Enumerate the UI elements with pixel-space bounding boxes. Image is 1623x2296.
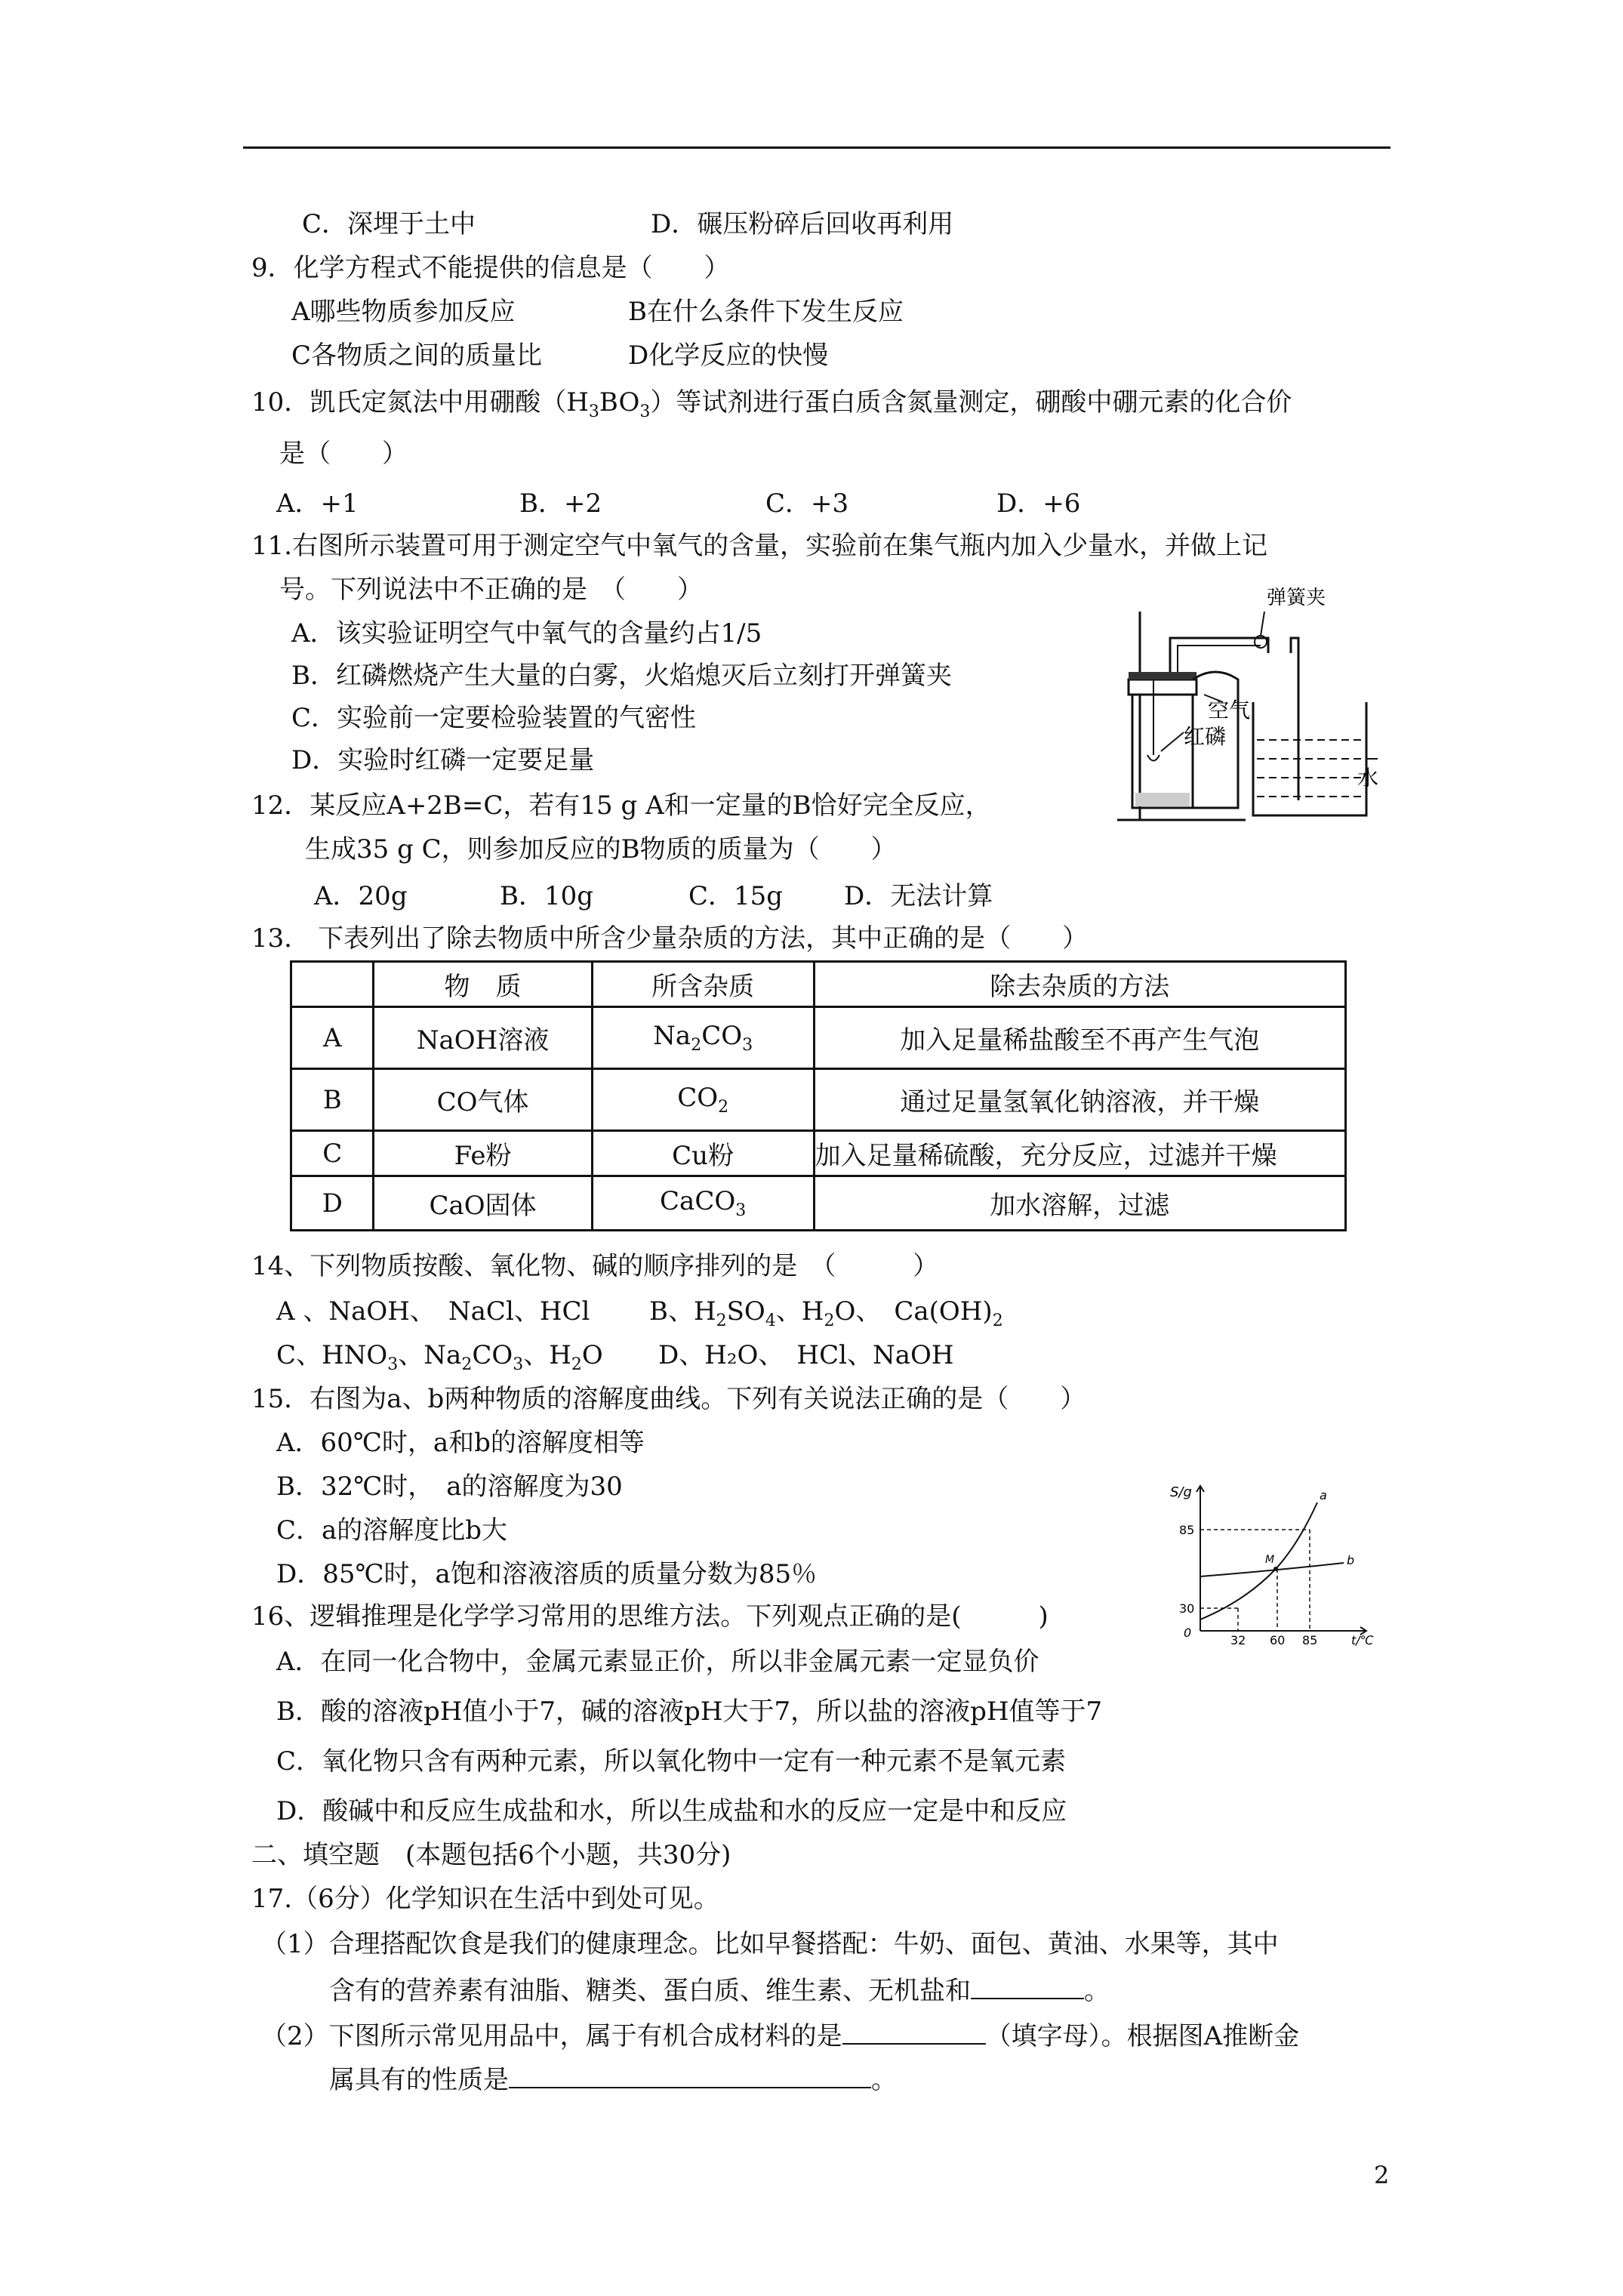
q14-option-a: A 、NaOH、 NaCl、HCl (276, 1296, 590, 1327)
q9-option-a: A哪些物质参加反应 (291, 297, 516, 327)
row-method: 加入足量稀硫酸，充分反应，过滤并干燥 (814, 1131, 1345, 1176)
header-cell-substance: 物 质 (374, 962, 592, 1007)
row-id: B (291, 1069, 374, 1131)
x-tick-60: 60 (1270, 1633, 1286, 1646)
q14-option-c: C、$HNO_3$、$Na_2CO_3$、$H_2O$ (276, 1340, 603, 1374)
q11-option-b: B．红磷燃烧产生大量的白雾，火焰熄灭后立刻打开弹簧夹 (291, 661, 952, 691)
table-row (291, 1176, 1346, 1231)
q17-part1-line2: 含有的营养素有油脂、糖类、蛋白质、维生素、无机盐和 。 (329, 1976, 1110, 2006)
header-rule (243, 146, 1390, 149)
q16-option-c: C．氧化物只含有两种元素，所以氧化物中一定有一种元素不是氧元素 (276, 1746, 1067, 1777)
label-air: 空气 (1208, 698, 1251, 723)
q11-option-c: C．实验前一定要检验装置的气密性 (291, 703, 697, 733)
q10-option-d: D．+6 (996, 488, 1081, 519)
q17-stem: 17.（6分）化学知识在生活中到处可见。 (251, 1884, 719, 1914)
row-method: 加水溶解，过滤 (814, 1176, 1345, 1231)
q9-option-d: D化学反应的快慢 (628, 341, 829, 371)
q14-option-d: D、H₂O、 HCl、NaOH (658, 1340, 954, 1370)
q14-stem: 14、下列物质按酸、氧化物、碱的顺序排列的是 （ ） (251, 1251, 939, 1281)
q13-stem: 13． 下表列出了除去物质中所含少量杂质的方法，其中正确的是（ ） (251, 923, 1089, 954)
q12-option-b: B．10g (500, 881, 594, 911)
x-tick-85: 85 (1302, 1633, 1318, 1646)
q8-option-d: D．碾压粉碎后回收再利用 (651, 209, 954, 239)
row-method: 通过足量氢氧化钠溶液，并干燥 (814, 1069, 1345, 1131)
header-cell-impurity: 所含杂质 (592, 962, 814, 1007)
row-substance: NaOH溶液 (374, 1007, 592, 1069)
x-axis-label: t/℃ (1351, 1633, 1374, 1646)
q9-option-c: C各物质之间的质量比 (291, 341, 543, 371)
q10-option-c: C．+3 (765, 488, 849, 519)
q12-option-a: A．20g (314, 881, 408, 911)
q17-part2-line2: 属具有的性质是 。 (329, 2065, 897, 2095)
q11-option-d: D．实验时红磷一定要足量 (291, 745, 595, 775)
q15-option-c: C．a的溶解度比b大 (276, 1515, 508, 1546)
row-id: C (291, 1131, 374, 1176)
row-substance: Fe粉 (374, 1131, 592, 1176)
q16-option-b: B．酸的溶液pH值小于7，碱的溶液pH大于7，所以盐的溶液pH值等于7 (276, 1697, 1103, 1727)
row-impurity: Cu粉 (592, 1131, 814, 1176)
y-tick-30: 30 (1179, 1601, 1195, 1616)
label-red-phosphorus: 红磷 (1184, 724, 1227, 749)
q8-option-c: C．深埋于土中 (302, 209, 476, 239)
q15-option-a: A．60℃时，a和b的溶解度相等 (276, 1428, 645, 1458)
q16-option-a: A．在同一化合物中，金属元素显正价，所以非金属元素一定显负价 (276, 1647, 1039, 1677)
point-m-label: M (1265, 1554, 1275, 1566)
answer-blank-material[interactable] (842, 2020, 986, 2045)
label-water: 水 (1357, 766, 1379, 791)
answer-blank-property[interactable] (509, 2064, 871, 2088)
header-cell-method: 除去杂质的方法 (814, 962, 1345, 1007)
q12-option-c: C．15g (688, 881, 784, 911)
table-row (291, 1069, 1346, 1131)
row-impurity: $Na_2CO_3$ (592, 1007, 814, 1069)
q16-option-d: D．酸碱中和反应生成盐和水，所以生成盐和水的反应一定是中和反应 (276, 1796, 1067, 1826)
origin-label: 0 (1184, 1626, 1192, 1640)
q13-table (290, 960, 1347, 1231)
q11-option-a: A．该实验证明空气中氧气的含量约占1/5 (291, 618, 762, 649)
q10-option-a: A．+1 (276, 488, 359, 519)
q17-part1-line1: （1）合理搭配饮食是我们的健康理念。比如早餐搭配：牛奶、面包、黄油、水果等，其中 (261, 1929, 1279, 1959)
solubility-curve-graph (1163, 1480, 1381, 1646)
table-row (291, 1007, 1346, 1069)
row-id: A (291, 1007, 374, 1069)
q10-option-b: B．+2 (519, 488, 602, 519)
row-id: D (291, 1176, 374, 1231)
q10-stem: 10．凯氏定氮法中用硼酸$(H_3BO_3)$等试剂进行蛋白质含氮量测定，硼酸中硼元素的化合价 (251, 387, 1292, 421)
label-spring-clip: 弹簧夹 (1267, 587, 1326, 609)
oxygen-apparatus-figure (1102, 581, 1381, 831)
row-method: 加入足量稀盐酸至不再产生气泡 (814, 1007, 1345, 1069)
q15-option-b: B．32℃时， a的溶解度为30 (276, 1472, 623, 1502)
row-impurity: CaCO$_3$ (592, 1176, 814, 1231)
page-number: 2 (1374, 2161, 1390, 2190)
table-header-row (291, 962, 1346, 1007)
q12-option-d: D．无法计算 (844, 881, 993, 911)
q10-stem-line2: 是（ ） (279, 439, 408, 469)
q17-part2-line1: （2）下图所示常见用品中，属于有机合成材料的是 （填字母）。根据图A推断金 (261, 2021, 1300, 2051)
curve-a-label: a (1320, 1488, 1327, 1502)
q9-stem: 9．化学方程式不能提供的信息是（ ） (251, 253, 730, 283)
q9-option-b: B在什么条件下发生反应 (628, 297, 904, 327)
y-tick-85: 85 (1179, 1523, 1195, 1537)
q12-stem-line1: 12．某反应A+2B=C，若有15 g A和一定量的B恰好完全反应， (251, 791, 991, 821)
answer-blank-nutrient[interactable] (971, 1975, 1084, 1999)
q14-option-b: B、$H_2SO_4$、$H_2O$、 $Ca(OH)_2$ (649, 1296, 1003, 1330)
x-tick-32: 32 (1230, 1633, 1246, 1646)
curve-b-label: b (1347, 1553, 1355, 1567)
header-cell-id (291, 962, 374, 1007)
y-axis-label: S/g (1170, 1484, 1192, 1500)
curve-a (1200, 1502, 1317, 1620)
q11-stem-line1: 11.右图所示装置可用于测定空气中氧气的含量，实验前在集气瓶内加入少量水，并做上记 (251, 531, 1268, 561)
row-substance: CO气体 (374, 1069, 592, 1131)
row-substance: CaO固体 (374, 1176, 592, 1231)
q15-option-d: D．85℃时，a饱和溶液溶质的质量分数为85％ (276, 1559, 818, 1589)
q16-stem: 16、逻辑推理是化学学习常用的思维方法。下列观点正确的是( ) (251, 1601, 1049, 1632)
q12-stem-line2: 生成35 g C，则参加反应的B物质的质量为（ ） (305, 834, 897, 864)
section-title: 二、填空题 (本题包括6个小题，共30分) (251, 1840, 731, 1870)
q11-stem-line2: 号。下列说法中不正确的是 （ ） (279, 575, 703, 605)
row-impurity: $CO_2$ (592, 1069, 814, 1131)
table-row (291, 1131, 1346, 1176)
q15-stem: 15．右图为a、b两种物质的溶解度曲线。下列有关说法正确的是（ ） (251, 1384, 1086, 1414)
